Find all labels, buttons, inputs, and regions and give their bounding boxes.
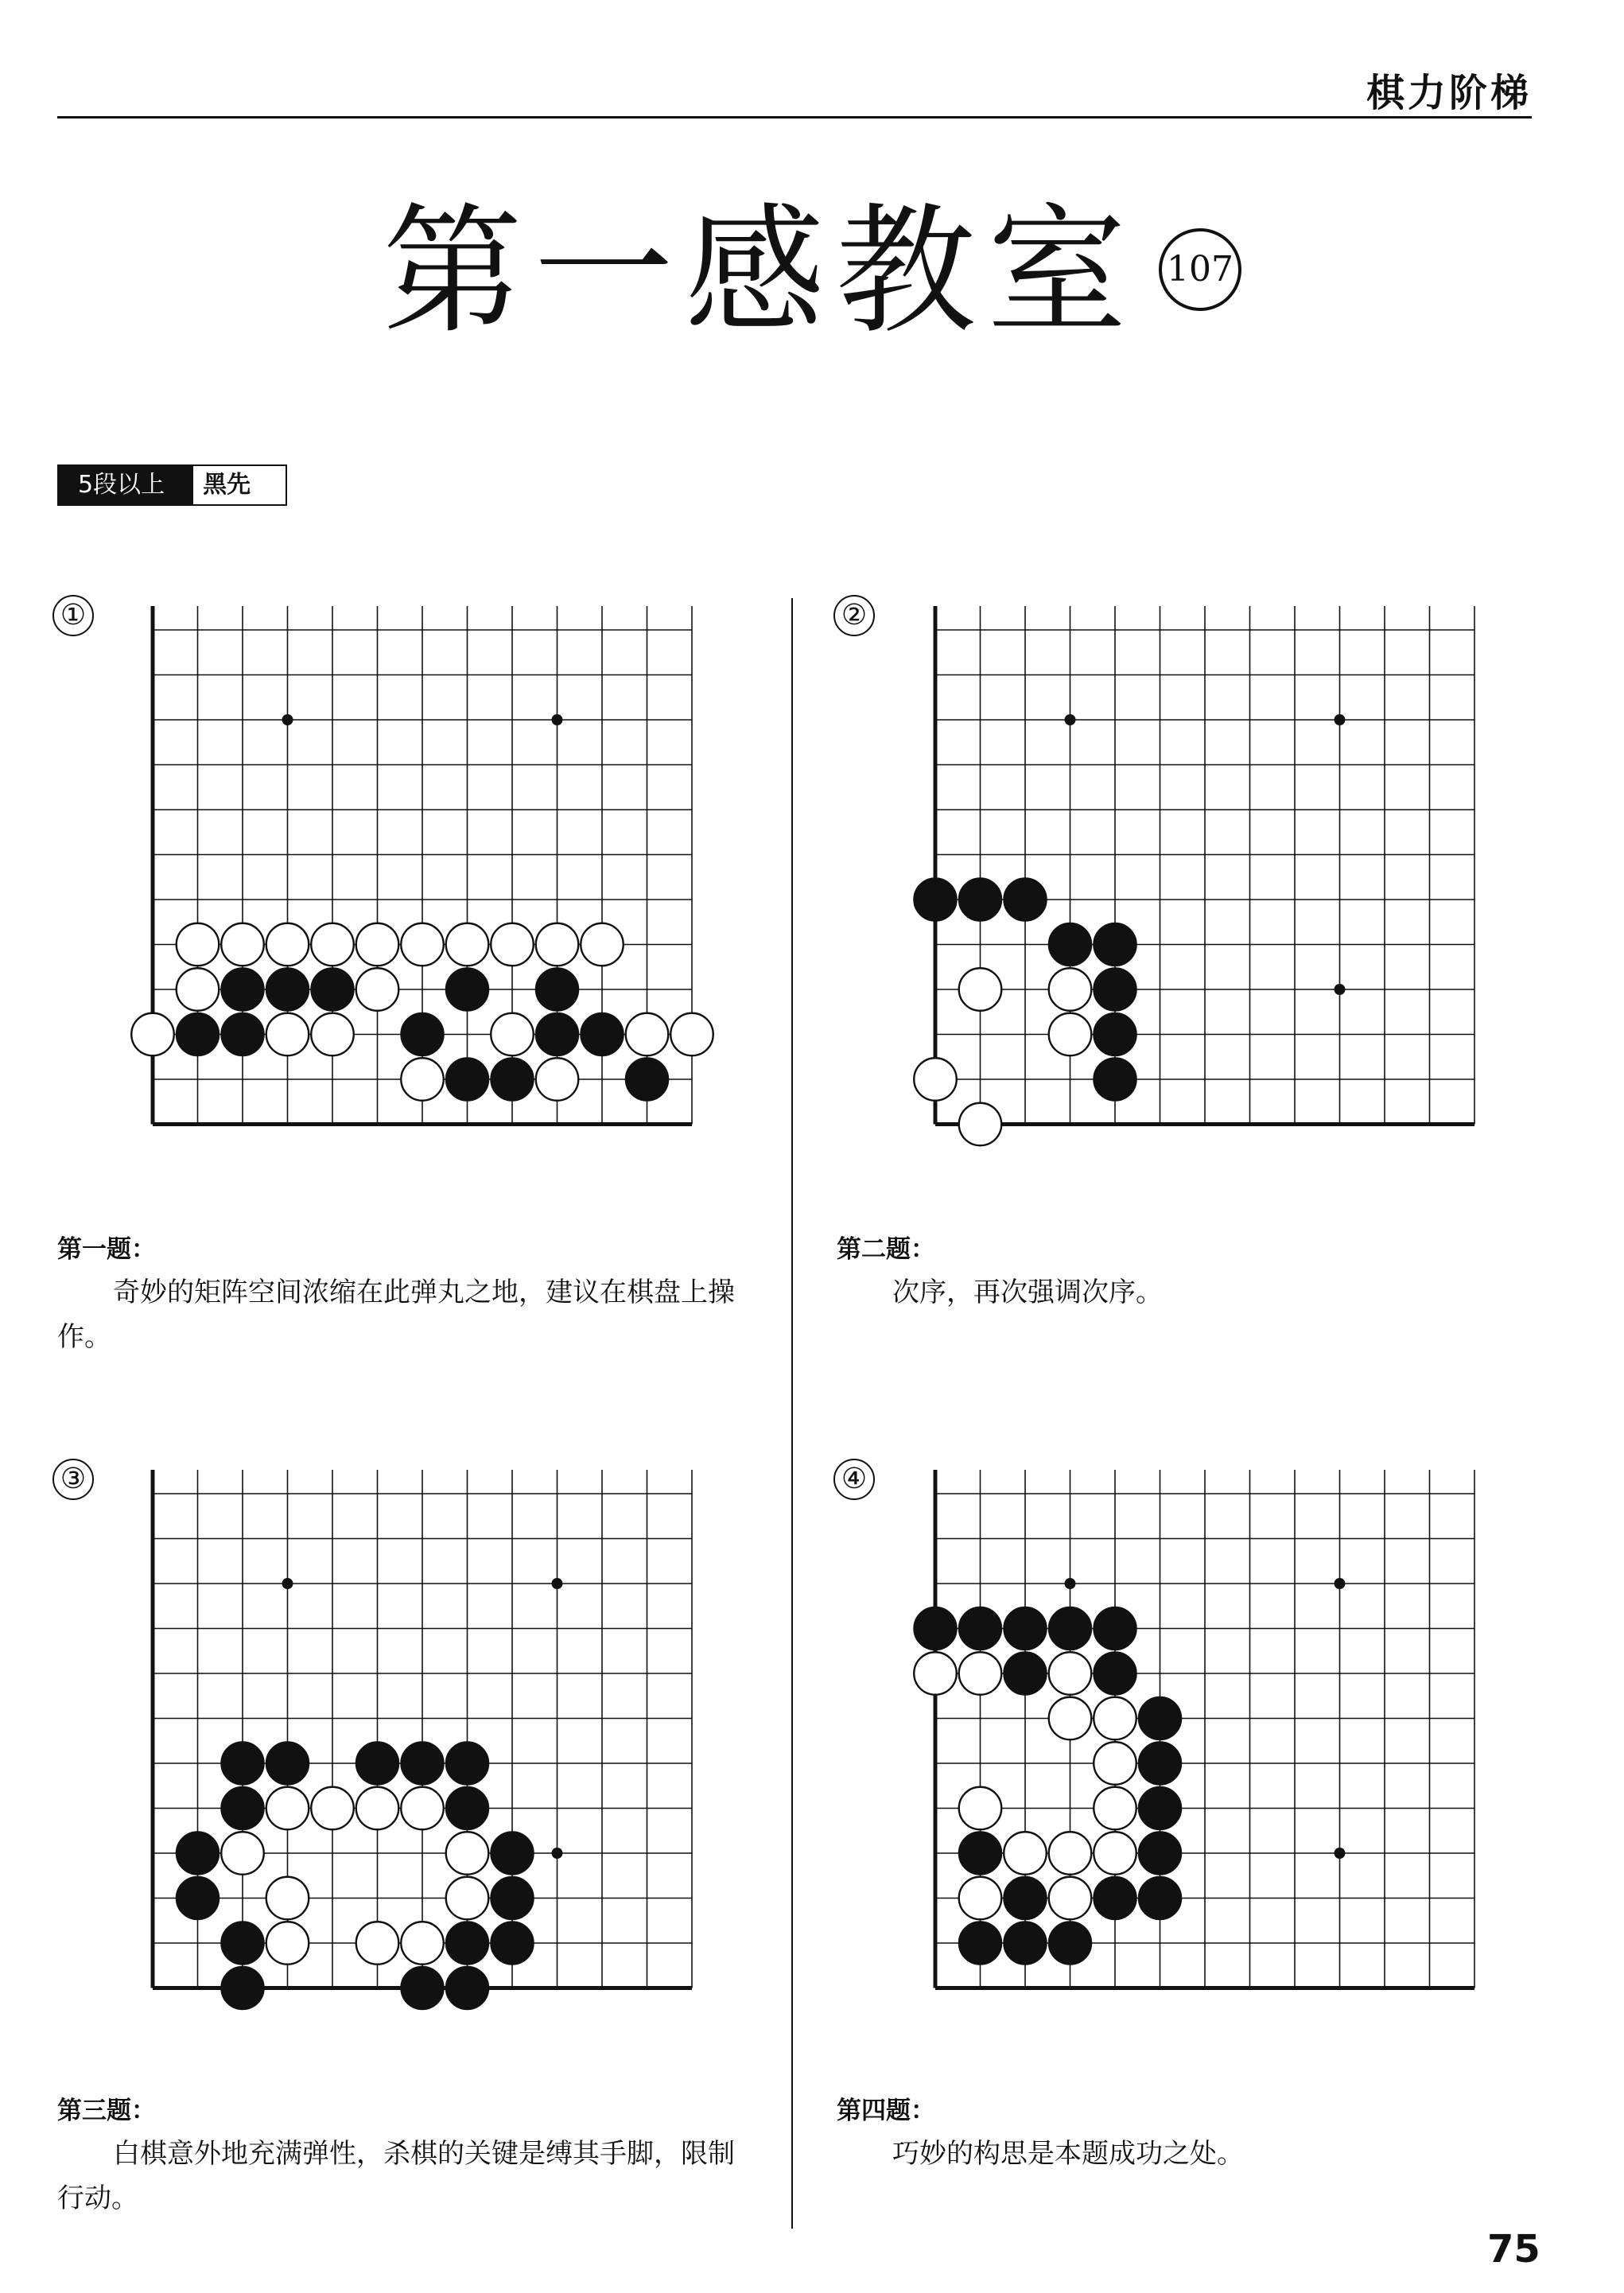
white-stone [131,1013,174,1056]
black-stone [177,1832,220,1875]
header-rule [57,116,1532,119]
white-stone [177,968,220,1011]
white-stone [356,1787,399,1830]
black-stone [1049,1607,1092,1650]
problem-2-text: 次序，再次强调次序。 [892,1277,1163,1308]
title-block [0,159,1624,360]
star-point [1335,714,1346,725]
black-stone [959,1832,1002,1875]
problem-1-text: 奇妙的矩阵空间浓缩在此弹丸之地，建议在棋盘上操作。 [57,1277,735,1353]
white-stone [491,923,534,966]
black-stone [1139,1787,1182,1830]
white-stone [1049,1832,1092,1875]
black-stone [356,1742,399,1785]
black-stone [446,1787,489,1830]
star-point [1065,1578,1076,1589]
black-stone [581,1013,624,1056]
black-stone [1139,1742,1182,1785]
column-divider [791,598,793,2229]
problem-1-number: ① [52,595,94,636]
star-point [1335,1578,1346,1589]
black-stone [221,1742,264,1785]
black-stone [1094,1877,1136,1920]
problem-4-heading: 第四题： [837,2097,935,2125]
black-stone [491,1832,534,1875]
problem-2-number: ② [833,595,875,636]
black-stone [266,1742,309,1785]
white-stone [446,1832,489,1875]
white-stone [581,923,624,966]
white-stone [177,923,220,966]
white-stone [1094,1697,1136,1740]
black-stone [221,1787,264,1830]
white-stone [1094,1832,1136,1875]
white-stone [1049,1652,1092,1695]
black-stone [1004,1652,1047,1695]
white-stone [266,1787,309,1830]
black-stone [401,1742,444,1785]
white-stone [356,923,399,966]
white-stone [356,968,399,1011]
white-stone [959,1787,1002,1830]
black-stone [221,1013,264,1056]
black-stone [177,1013,220,1056]
white-stone [491,1013,534,1056]
page-number: 75 [1487,2227,1540,2272]
black-stone [959,1607,1002,1650]
issue-number-badge: 107 [1159,228,1241,311]
white-stone [670,1013,713,1056]
black-stone [1049,1922,1092,1965]
black-stone [959,1922,1002,1965]
black-stone [401,1967,444,2010]
star-point [1335,1848,1346,1859]
white-stone [266,1877,309,1920]
white-stone [536,1058,579,1101]
white-stone [311,1787,354,1830]
star-point [282,714,293,725]
problem-3-text: 白棋意外地充满弹性，杀棋的关键是缚其手脚，限制行动。 [57,2138,735,2214]
star-point [282,1578,293,1589]
black-stone [1094,1607,1136,1650]
white-stone [401,1922,444,1965]
problem-2-board [910,597,1514,1137]
black-stone [914,878,957,921]
black-stone [959,878,1002,921]
white-stone [401,1787,444,1830]
black-stone [177,1877,220,1920]
black-stone [1004,878,1047,921]
white-stone [959,1877,1002,1920]
black-stone [446,1967,489,2010]
white-stone [266,923,309,966]
white-stone [536,923,579,966]
problem-4-board [910,1460,1514,2001]
problem-4-text: 巧妙的构思是本题成功之处。 [892,2138,1244,2170]
level-rank: 5段以上 [59,466,193,504]
white-stone [311,1013,354,1056]
white-stone [356,1922,399,1965]
black-stone [1004,1877,1047,1920]
black-stone [1094,1013,1136,1056]
white-stone [959,1652,1002,1695]
black-stone [401,1013,444,1056]
star-point [552,1848,563,1859]
white-stone [1049,968,1092,1011]
black-stone [221,968,264,1011]
black-stone [1139,1832,1182,1875]
white-stone [266,1922,309,1965]
black-stone [221,1967,264,2010]
black-stone [1094,923,1136,966]
white-stone [401,1058,444,1101]
black-stone [221,1922,264,1965]
problem-1-heading: 第一题： [57,1235,156,1264]
black-stone [491,1922,534,1965]
star-point [1335,984,1346,995]
black-stone [1004,1607,1047,1650]
white-stone [221,923,264,966]
problem-1-board [127,597,732,1137]
white-stone [626,1013,669,1056]
black-stone [626,1058,669,1101]
white-stone [221,1832,264,1875]
black-stone [1094,1652,1136,1695]
black-stone [491,1877,534,1920]
black-stone [446,968,489,1011]
white-stone [446,1877,489,1920]
problem-2-heading: 第二题： [837,1235,935,1264]
white-stone [1004,1832,1047,1875]
black-stone [1094,1058,1136,1101]
black-stone [446,1742,489,1785]
page-title: 第一感教室 [382,190,1138,353]
white-stone [266,1013,309,1056]
star-point [552,714,563,725]
level-tag [57,464,287,506]
white-stone [401,923,444,966]
white-stone [1049,1697,1092,1740]
white-stone [1094,1742,1136,1785]
white-stone [914,1058,957,1101]
black-stone [1139,1697,1182,1740]
black-stone [491,1058,534,1101]
star-point [552,1578,563,1589]
white-stone [1094,1787,1136,1830]
black-stone [1094,968,1136,1011]
black-stone [536,1013,579,1056]
black-stone [446,1922,489,1965]
white-stone [959,1103,1002,1146]
black-stone [446,1058,489,1101]
white-stone [1049,1013,1092,1056]
problem-3-heading: 第三题： [57,2097,156,2125]
level-to-play: 黑先 [193,466,286,504]
problem-4-number: ④ [833,1459,875,1500]
white-stone [1049,1877,1092,1920]
white-stone [959,968,1002,1011]
black-stone [536,968,579,1011]
problem-3-board [127,1460,732,2001]
star-point [1065,714,1076,725]
black-stone [1139,1877,1182,1920]
white-stone [446,923,489,966]
section-title: 棋力阶梯 [1366,71,1532,115]
white-stone [311,923,354,966]
black-stone [1049,923,1092,966]
black-stone [266,968,309,1011]
black-stone [311,968,354,1011]
white-stone [914,1652,957,1695]
problem-3-number: ③ [52,1459,94,1500]
black-stone [914,1607,957,1650]
black-stone [1004,1922,1047,1965]
